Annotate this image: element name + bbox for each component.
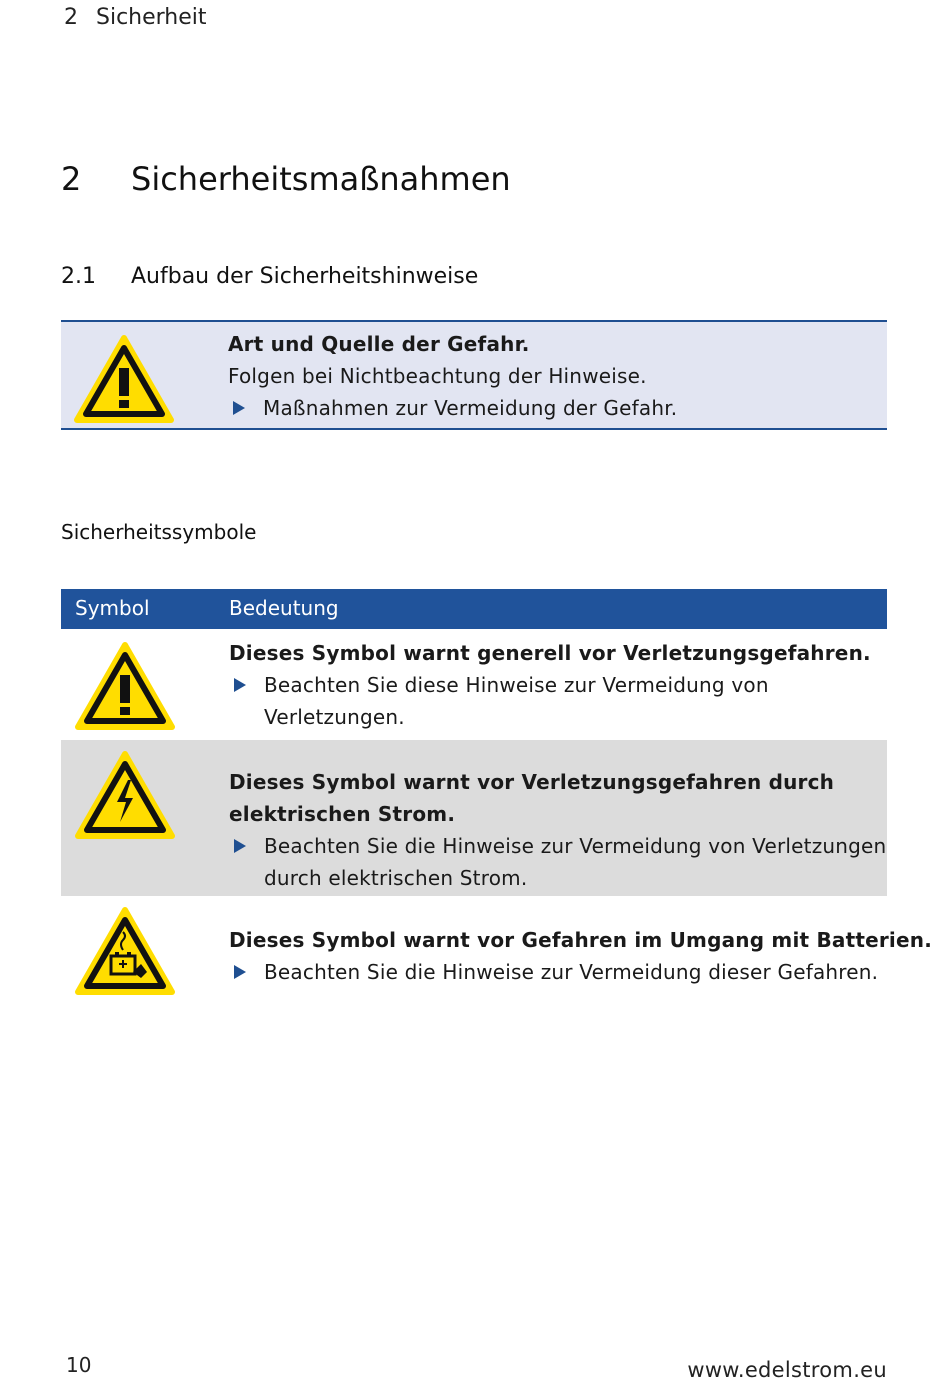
row-bullet-text: Beachten Sie diese Hinweise zur Vermeidung von — [264, 673, 769, 697]
row-title: Dieses Symbol warnt generell vor Verletzungsgefahren. — [229, 641, 871, 665]
row-title: Dieses Symbol warnt vor Verletzungsgefahren durch — [229, 770, 835, 794]
section-number: 2.1 — [61, 264, 96, 289]
header-symbol: Symbol — [75, 596, 150, 620]
section-title: Aufbau der Sicherheitshinweise — [131, 264, 479, 289]
symbols-heading: Sicherheitssymbole — [61, 520, 257, 544]
hint-measure-text: Maßnahmen zur Vermeidung der Gefahr. — [263, 396, 678, 420]
chapter-number: 2 — [61, 160, 82, 198]
website-url: www.edelstrom.eu — [687, 1358, 887, 1382]
row-bullet-text: Beachten Sie die Hinweise zur Vermeidung dieser Gefahren. — [264, 960, 879, 984]
page-number: 10 — [66, 1353, 92, 1377]
bullet-arrow-icon — [233, 401, 245, 415]
running-header-number: 2 — [64, 5, 78, 30]
bullet-arrow-icon — [234, 965, 246, 979]
row-title-cont: elektrischen Strom. — [229, 802, 456, 826]
header-meaning: Bedeutung — [229, 596, 339, 620]
row-bullet — [229, 669, 871, 733]
hint-line-source: Art und Quelle der Gefahr. — [228, 332, 530, 356]
table-header — [61, 589, 887, 629]
bullet-arrow-icon — [234, 839, 246, 853]
safety-symbols-table — [61, 589, 932, 1006]
general-warning-icon — [74, 334, 174, 428]
table-row — [61, 896, 932, 1006]
safety-hint-example — [61, 320, 887, 430]
hint-line-consequence: Folgen bei Nichtbeachtung der Hinweise. — [228, 364, 647, 388]
electric-hazard-icon — [75, 750, 175, 844]
row-bullet-text: Beachten Sie die Hinweise zur Vermeidung von Verletzungen — [264, 834, 887, 858]
row-title: Dieses Symbol warnt vor Gefahren im Umgang mit Batterien. — [229, 928, 932, 952]
chapter-heading — [61, 160, 511, 198]
section-heading — [61, 264, 478, 289]
table-row — [61, 629, 887, 740]
row-bullet-text-cont: durch elektrischen Strom. — [264, 866, 528, 890]
battery-hazard-icon — [75, 906, 175, 1000]
general-warning-icon — [75, 641, 175, 735]
chapter-title: Sicherheitsmaßnahmen — [131, 160, 511, 198]
row-bullet — [229, 830, 886, 894]
table-row — [61, 740, 887, 896]
bullet-arrow-icon — [234, 678, 246, 692]
hint-line-measure — [228, 392, 677, 424]
running-header-title: Sicherheit — [96, 5, 207, 30]
row-bullet-text-cont: Verletzungen. — [264, 705, 405, 729]
row-bullet — [229, 956, 932, 988]
running-header — [64, 5, 207, 30]
